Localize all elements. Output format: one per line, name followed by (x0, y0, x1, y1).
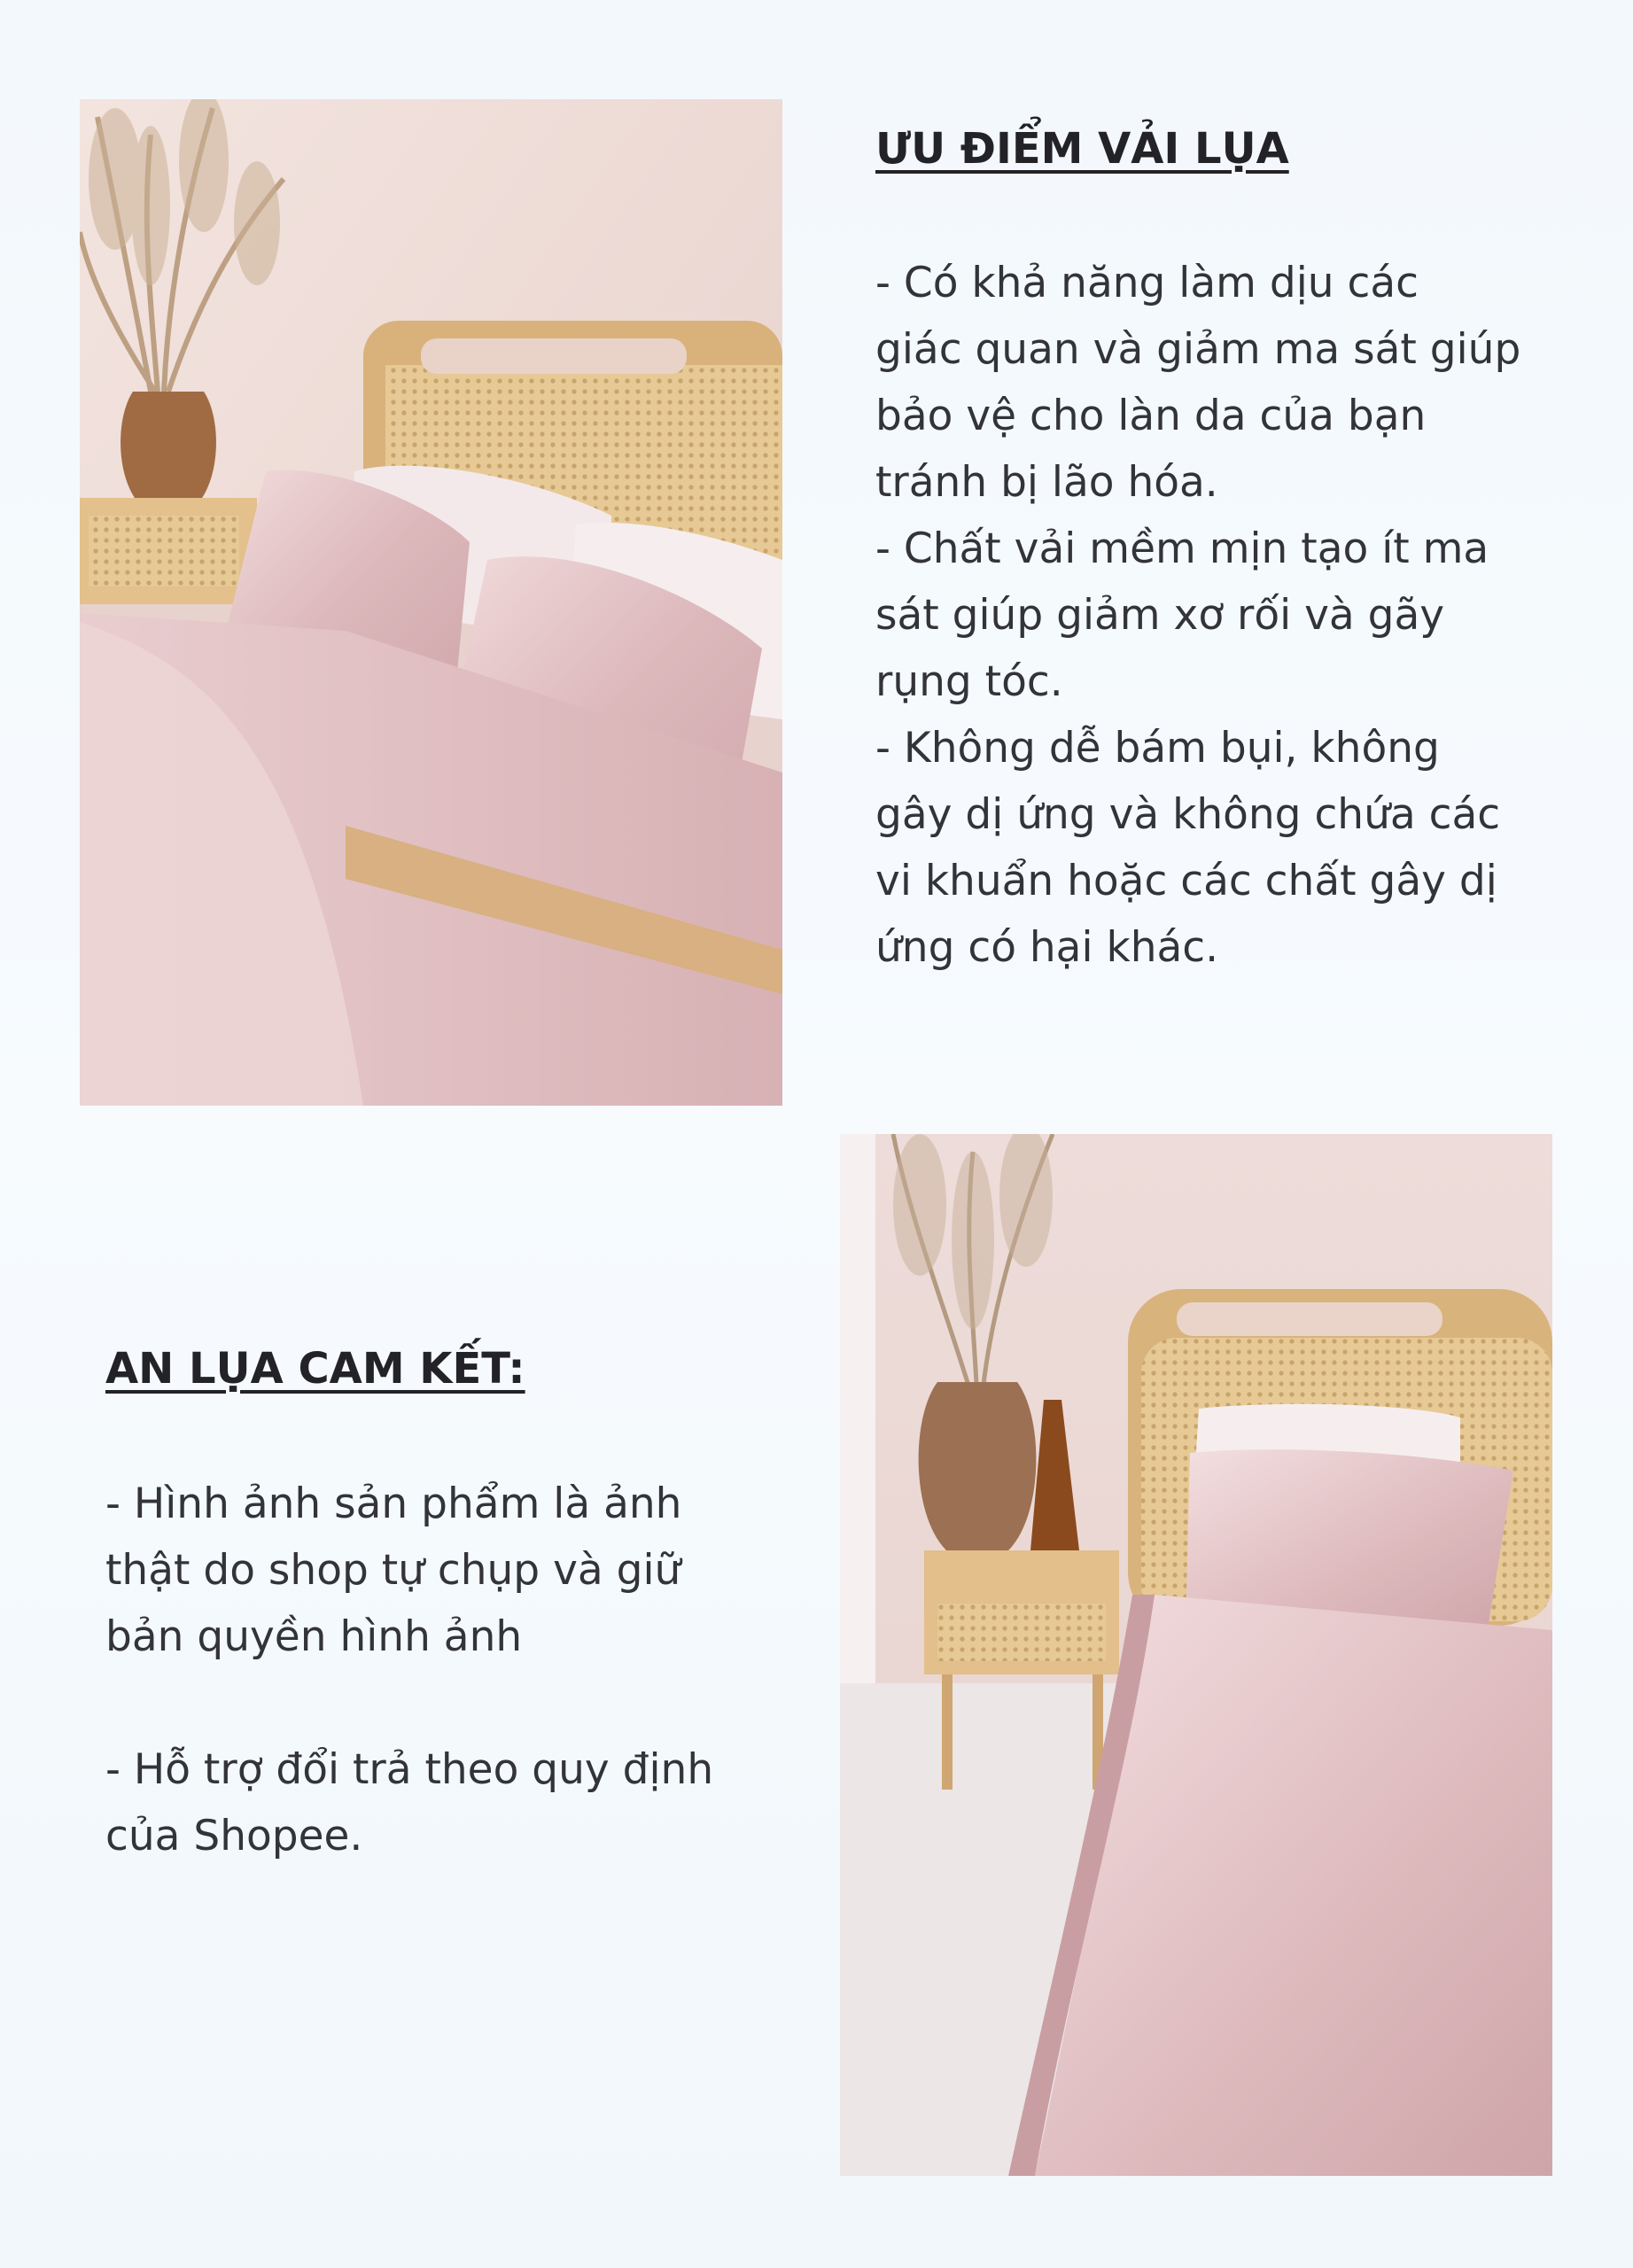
commitment-line: thật do shop tự chụp và giữ (105, 1546, 681, 1595)
commitment-line: - Hình ảnh sản phẩm là ảnh (105, 1480, 682, 1528)
bedroom-photo-bottom (840, 1134, 1552, 2176)
advantages-line: rụng tóc. (875, 657, 1063, 706)
advantages-line: - Chất vải mềm mịn tạo ít ma (875, 524, 1489, 573)
advantages-line: - Có khả năng làm dịu các (875, 259, 1419, 307)
advantages-list (875, 250, 1520, 981)
advantages-line: - Không dễ bám bụi, không (875, 724, 1440, 773)
advantages-line: ứng có hại khác. (875, 923, 1219, 972)
advantages-title: ƯU ĐIỂM VẢI LỤA (875, 124, 1289, 174)
advantages-line: gây dị ứng và không chứa các (875, 790, 1501, 839)
advantages-line: bảo vệ cho làn da của bạn (875, 392, 1427, 440)
commitment-title: AN LỤA CAM KẾT: (105, 1344, 525, 1394)
commitment-list (105, 1471, 713, 1869)
bedroom-photo-top-illustration (80, 99, 782, 1106)
commitment-line: của Shopee. (105, 1812, 363, 1860)
commitment-line: bản quyền hình ảnh (105, 1612, 523, 1661)
bedroom-photo-bottom-illustration (840, 1134, 1552, 2176)
advantages-line: giác quan và giảm ma sát giúp (875, 325, 1521, 374)
paragraph-gap (105, 1670, 713, 1736)
advantages-line: sát giúp giảm xơ rối và gãy (875, 591, 1445, 640)
advantages-line: tránh bị lão hóa. (875, 458, 1218, 507)
bedroom-photo-top (80, 99, 782, 1106)
advantages-line: vi khuẩn hoặc các chất gây dị (875, 857, 1497, 905)
commitment-line: - Hỗ trợ đổi trả theo quy định (105, 1745, 714, 1794)
